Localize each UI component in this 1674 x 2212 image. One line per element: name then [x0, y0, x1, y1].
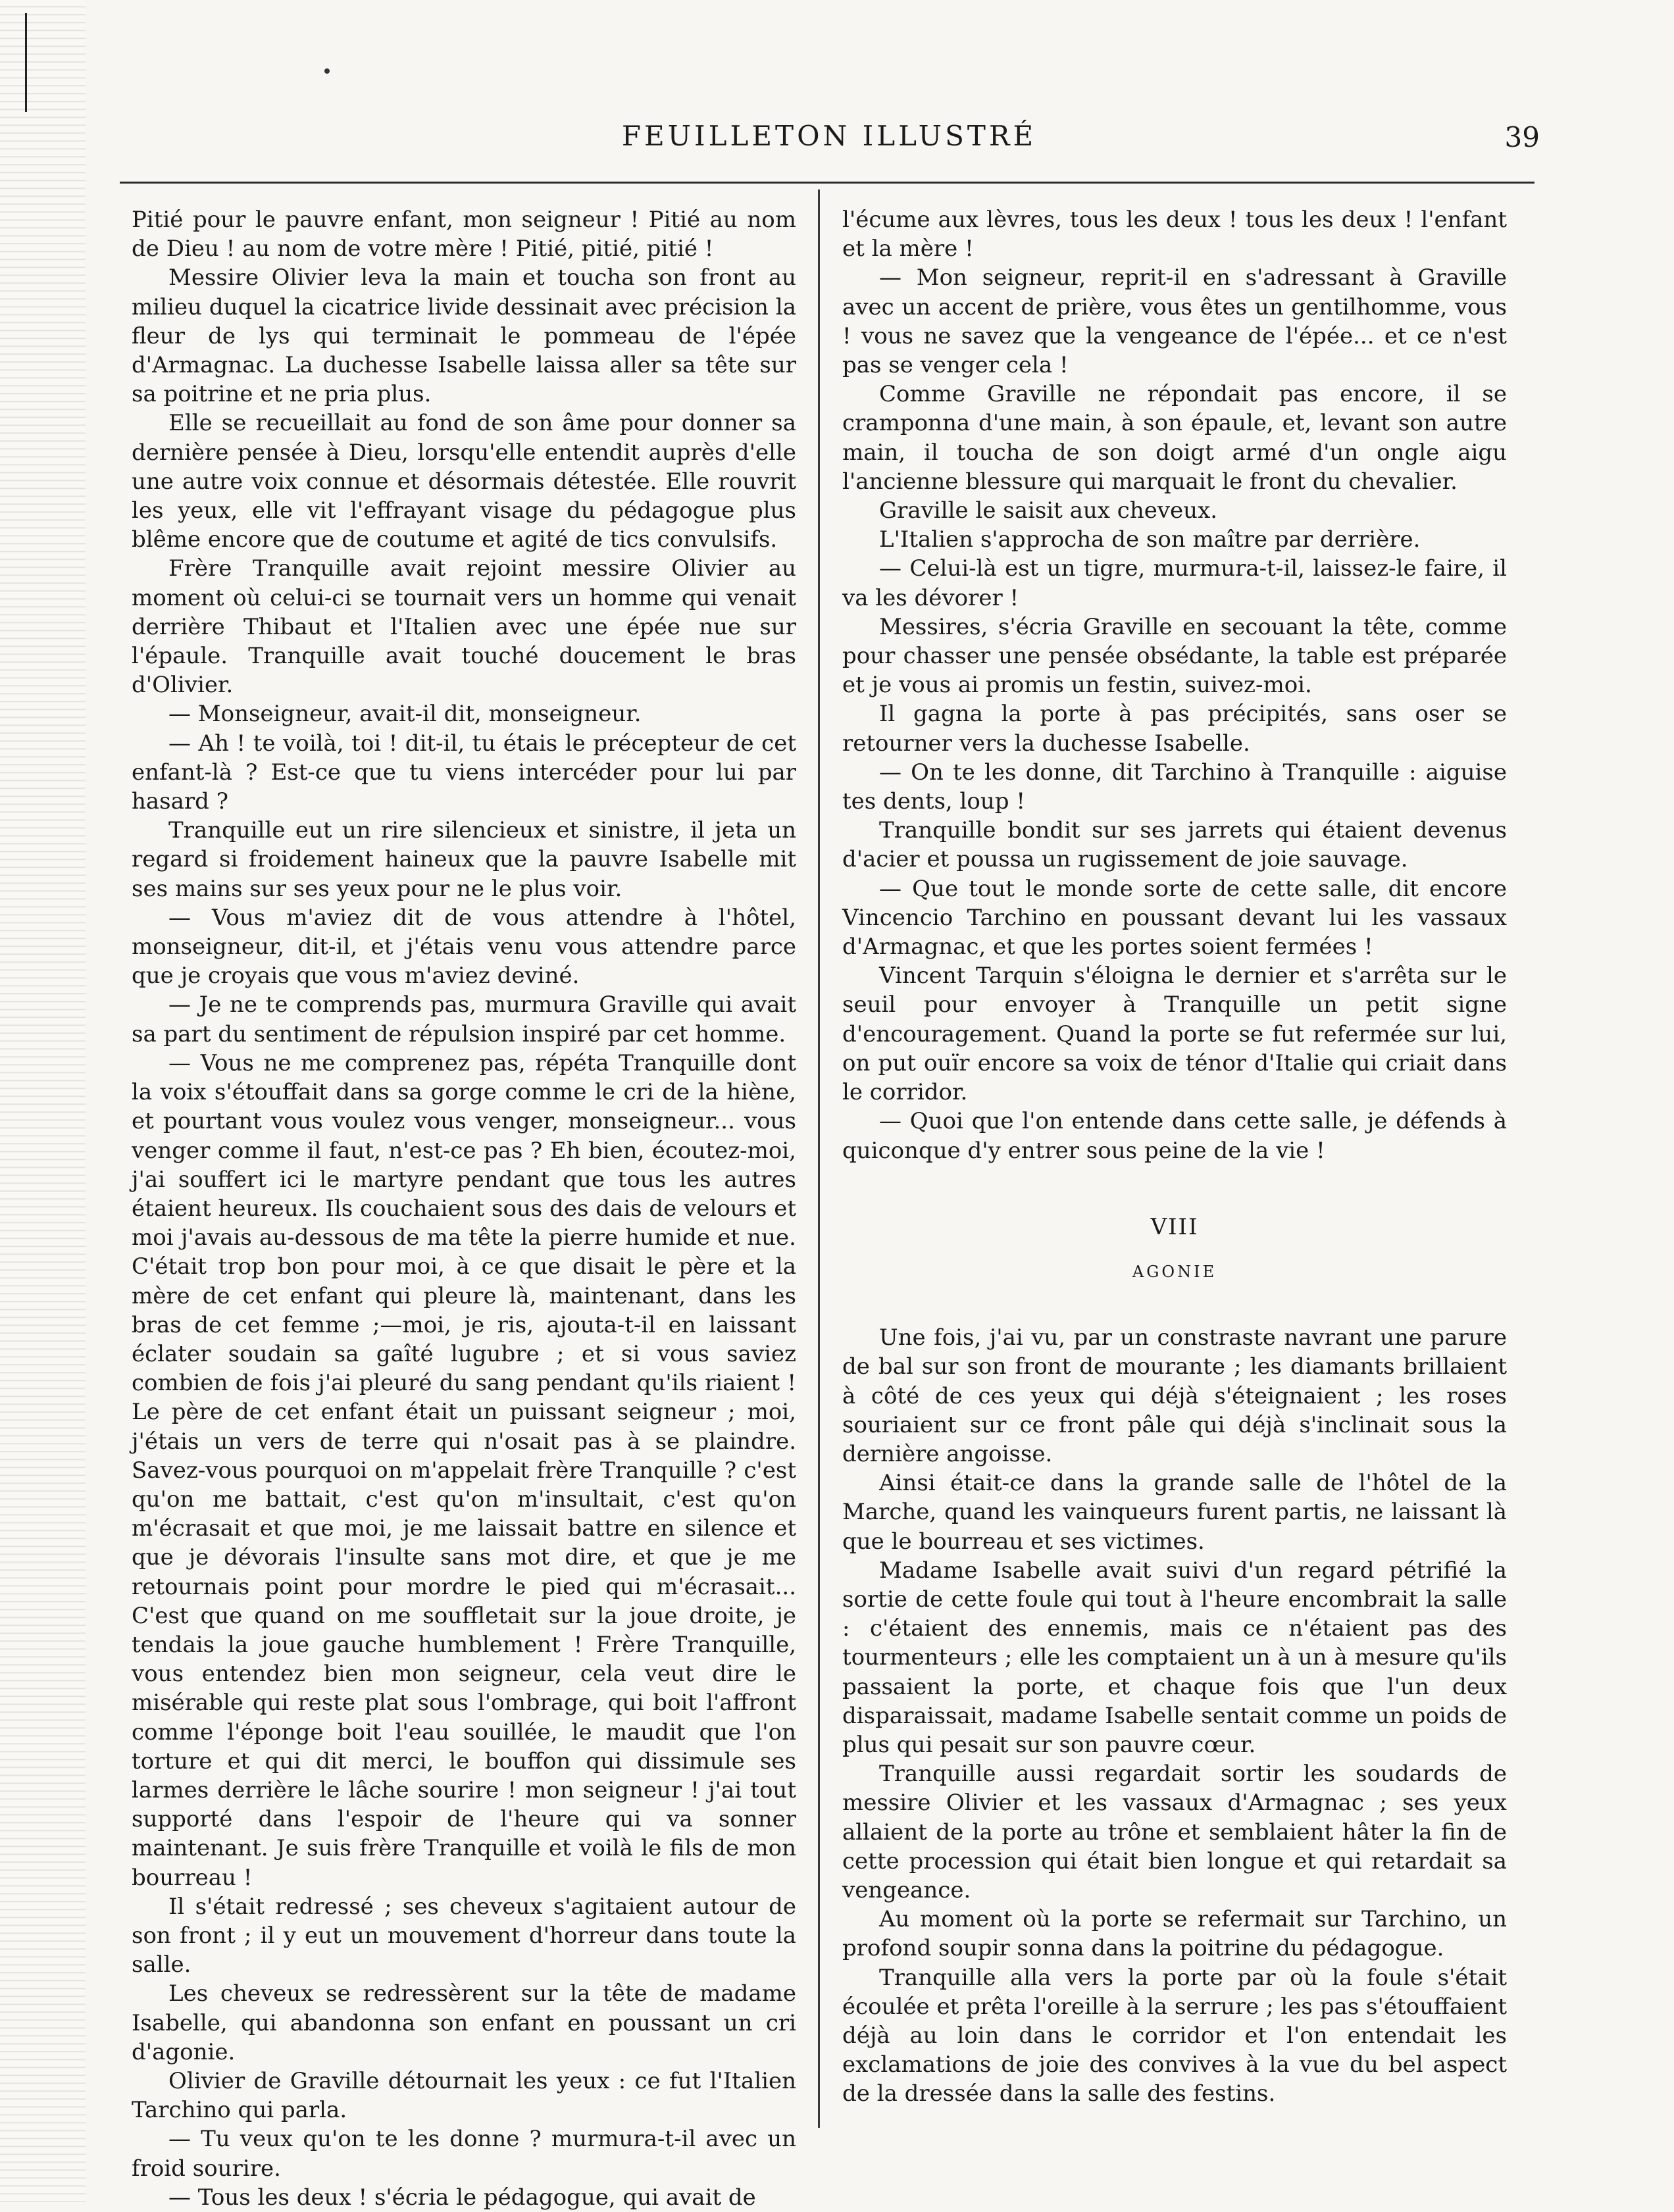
right-column	[842, 205, 1507, 2109]
column-divider	[818, 189, 820, 2128]
paragraph: Elle se recueillait au fond de son âme pour donner sa dernière pensée à Dieu, lorsqu'elle entendit auprès d'elle une autre voix connue et désormais détestée. Elle rouvrit les yeux, elle vit l'effrayant visage du pédagogue plus blême encore que de coutume et agité de tics convulsifs.	[132, 410, 796, 553]
paragraph: Tranquille eut un rire silencieux et sinistre, il jeta un regard si froidement haineux que la pauvre Isabelle mit ses mains sur ses yeux pour ne le plus voir.	[132, 817, 796, 902]
paragraph: — Quoi que l'on entende dans cette salle, je défends à quiconque d'y entrer sous peine de la vie !	[842, 1108, 1507, 1164]
page-binding-edge	[0, 0, 86, 2202]
paragraph: Il gagna la porte à pas précipités, sans oser se retourner vers la duchesse Isabelle.	[842, 701, 1507, 757]
paragraph: — Tous les deux ! s'écria le pédagogue, qui avait de	[168, 2184, 756, 2211]
left-column	[132, 205, 796, 2212]
paragraph: Tranquille aussi regardait sortir les soudards de messire Olivier et les vassaux d'Armagnac ; ses yeux allaient de la porte au trône et semblaient hâter la fin de cette procession qui était bien longue et qui retardait sa vengeance.	[842, 1761, 1507, 1903]
paragraph: Il s'était redressé ; ses cheveux s'agitaient autour de son front ; il y eut un mouvement d'horreur dans toute la salle.	[132, 1893, 796, 1978]
section-title: AGONIE	[1132, 1262, 1217, 1281]
paragraph: Vincent Tarquin s'éloigna le dernier et s'arrêta sur le seuil pour envoyer à Tranquille un petit signe d'encouragement. Quand la porte se fut refermée sur lui, on put ouïr encore sa voix de ténor d'Italie qui criait dans le corridor.	[842, 963, 1507, 1106]
paragraph: Olivier de Graville détournait les yeux : ce fut l'Italien Tarchino qui parla.	[132, 2068, 796, 2124]
paragraph: Frère Tranquille avait rejoint messire Olivier au moment où celui-ci se tournait vers un homme qui venait derrière Thibaut et l'Italien avec une épée nue sur l'épaule. Tranquille avait touché doucement le bras d'Olivier.	[132, 555, 796, 699]
paragraph: — Je ne te comprends pas, murmura Graville qui avait sa part du sentiment de répulsion inspiré par cet homme.	[132, 992, 796, 1047]
paragraph: — Vous ne me comprenez pas, répéta Tranquille dont la voix s'étouffait dans sa gorge comme le cri de la hiène, et pourtant vous voulez vous venger, monseigneur... vous venger comme il faut, n'est-ce pas ? Eh bien, écoutez-moi, j'ai souffert ici le martyre pendant que tous les autres étaient heureux. Ils couchaient sous des dais de velours et moi j'avais au-dessous de ma tête la pierre humide et nue. C'était trop bon pour moi, à ce que disait le père et la mère de cet enfant qui pleure là, maintenant, dans les bras de cet femme ;—moi, je ris, ajouta-t-il en laissant éclater soudain sa gaîté lugubre ; et si vous saviez combien de fois j'ai pleuré du sang pendant qu'ils riaient ! Le père de cet enfant était un puissant seigneur ; moi, j'étais un vers de terre qui n'osait pas à se plaindre. Savez-vous pourquoi on m'appelait frère Tranquille ? c'est qu'on me battait, c'est qu'on m'insultait, c'est qu'on m'écrasait et que moi, je me laissait battre en silence et que je dévorais l'insulte sans mot dire, et que je me retournais point pour mordre le pied qui m'écrasait... C'est que quand on me souffletait sur la joue droite, je tendais la joue gauche humblement ! Frère Tranquille, vous entendez bien mon seigneur, cela veut dire le misérable qui reste plat sous l'ombrage, qui boit l'affront comme l'éponge boit l'eau souillée, le maudit que l'on torture et qui dit merci, le bouffon qui dissimule ses larmes derrière le lâche sourire ! mon seigneur ! j'ai tout supporté dans l'espoir de l'heure qui va sonner maintenant. Je suis frère Tranquille et voilà le fils de mon bourreau !	[132, 1049, 796, 1891]
paragraph: Comme Graville ne répondait pas encore, il se cramponna d'une main, à son épaule, et, levant son autre main, il toucha de son doigt armé d'un ongle aigu l'ancienne blessure qui marquait le front du chevalier.	[842, 381, 1507, 495]
paragraph: Au moment où la porte se refermait sur Tarchino, un profond soupir sonna dans la poitrine du pédagogue.	[842, 1906, 1507, 1962]
paragraph: — Celui-là est un tigre, murmura-t-il, laissez-le faire, il va les dévorer !	[842, 555, 1507, 611]
page-number: 39	[1504, 121, 1540, 153]
paragraph: — Tu veux qu'on te les donne ? murmura-t-il avec un froid sourire.	[132, 2126, 796, 2182]
paragraph: Tranquille bondit sur ses jarrets qui étaient devenus d'acier et poussa un rugissement de joie sauvage.	[842, 817, 1507, 873]
paragraph: Ainsi était-ce dans la grande salle de l'hôtel de la Marche, quand les vainqueurs furent partis, ne laissant là que le bourreau et ses victimes.	[842, 1470, 1507, 1555]
paragraph: Graville le saisit aux cheveux.	[879, 497, 1218, 524]
paragraph: L'Italien s'approcha de son maître par derrière.	[879, 526, 1421, 553]
paragraph: — On te les donne, dit Tarchino à Tranquille : aiguise tes dents, loup !	[842, 759, 1507, 815]
paragraph: — Monseigneur, avait-il dit, monseigneur.	[168, 701, 642, 728]
binding-mark	[25, 13, 27, 112]
running-head	[118, 120, 1540, 166]
paragraph: Messire Olivier leva la main et toucha son front au milieu duquel la cicatrice livide dessinait avec précision la fleur de lys qui terminait le pommeau de l'épée d'Armagnac. La duchesse Isabelle laissa aller sa tête sur sa poitrine et ne pria plus.	[132, 264, 796, 408]
paragraph: — Ah ! te voilà, toi ! dit-il, tu étais le précepteur de cet enfant-là ? Est-ce que tu viens intercéder pour lui par hasard ?	[132, 730, 796, 815]
header-rule	[120, 182, 1534, 184]
running-title: FEUILLETON ILLUSTRÉ	[621, 120, 1037, 152]
ink-speck	[324, 68, 330, 74]
paragraph: Pitié pour le pauvre enfant, mon seigneur ! Pitié au nom de Dieu ! au nom de votre mère ! Pitié, pitié, pitié !	[132, 207, 796, 263]
paragraph: Tranquille alla vers la porte par où la foule s'était écoulée et prêta l'oreille à la serrure ; les pas s'étouffaient déjà au loin dans le corridor et l'on entendait les exclamations de joie des convives à la vue du bel aspect de la dressée dans la salle des festins.	[842, 1964, 1507, 2107]
paragraph: Une fois, j'ai vu, par un constraste navrant une parure de bal sur son front de mourante ; les diamants brillaient à côté de ces yeux qui déjà s'éteignaient ; les roses souriaient sur ce front pâle qui déjà s'inclinait sous la dernière angoisse.	[842, 1324, 1507, 1467]
paragraph: Messires, s'écria Graville en secouant la tête, comme pour chasser une pensée obsédante, la table est préparée et je vous ai promis un festin, suivez-moi.	[842, 613, 1507, 699]
paragraph: — Mon seigneur, reprit-il en s'adressant à Graville avec un accent de prière, vous êtes un gentilhomme, vous ! vous ne savez que la vengeance de l'épée... et ce n'est pas se venger cela !	[842, 264, 1507, 379]
paragraph: Les cheveux se redressèrent sur la tête de madame Isabelle, qui abandonna son enfant en poussant un cri d'agonie.	[132, 1980, 796, 2065]
paragraph: Madame Isabelle avait suivi d'un regard pétrifié la sortie de cette foule qui tout à l'heure encombrait la salle : c'étaient des ennemis, mais ce n'étaient pas des tourmenteurs ; elle les comptaient un à un à mesure qu'ils passaient la porte, et chaque fois que l'un deux disparaissait, madame Isabelle sentait comme un poids de plus qui pesait sur son pauvre cœur.	[842, 1557, 1507, 1758]
paragraph: — Que tout le monde sorte de cette salle, dit encore Vincencio Tarchino en poussant devant lui les vassaux d'Armagnac, et que les portes soient fermées !	[842, 875, 1507, 961]
paragraph: — Vous m'aviez dit de vous attendre à l'hôtel, monseigneur, dit-il, et j'étais venu vous attendre parce que je croyais que vous m'aviez deviné.	[132, 904, 796, 990]
paragraph: l'écume aux lèvres, tous les deux ! tous les deux ! l'enfant et la mère !	[842, 207, 1507, 263]
section-number: VIII	[1150, 1213, 1199, 1240]
